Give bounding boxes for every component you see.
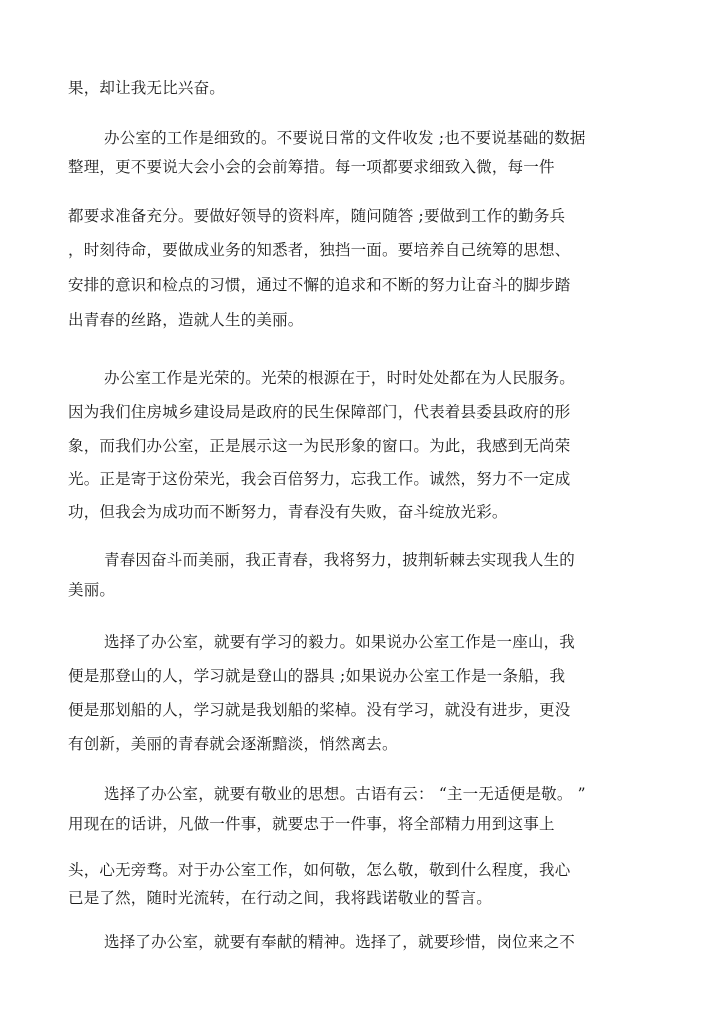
text-line: 美丽。 bbox=[68, 581, 116, 599]
text-line: 象，而我们办公室，正是展示这一为民形象的窗口。为此，我感到无尚荣 bbox=[68, 437, 571, 455]
text-line: 便是那登山的人，学习就是登山的器具 ;如果说办公室工作是一条船，我 bbox=[68, 667, 566, 685]
text-line: 功，但我会为成功而不断努力，青春没有失败，奋斗绽放光彩。 bbox=[68, 503, 508, 521]
text-line: 选择了办公室，就要有奉献的精神。选择了，就要珍惜，岗位来之不 bbox=[104, 933, 576, 951]
text-line: 便是那划船的人，学习就是我划船的桨棹。没有学习，就没有进步，更没 bbox=[68, 701, 571, 719]
text-line: ，时刻待命，要做成业务的知悉者，独挡一面。要培养自己统筹的思想、 bbox=[68, 241, 571, 259]
text-line: 安排的意识和检点的习惯，通过不懈的追求和不断的努力让奋斗的脚步踏 bbox=[68, 276, 571, 294]
text-line: 用现在的话讲，凡做一件事，就要忠于一件事，将全部精力用到这事上 bbox=[68, 815, 555, 833]
text-line: 出青春的丝路，造就人生的美丽。 bbox=[68, 311, 304, 329]
text-line: 果，却让我无比兴奋。 bbox=[68, 79, 226, 97]
text-line: 办公室工作是光荣的。光荣的根源在于，时时处处都在为人民服务。 bbox=[104, 369, 576, 387]
text-line: 已是了然，随时光流转，在行动之间，我将践诺敬业的誓言。 bbox=[68, 889, 492, 907]
text-line: 都要求准备充分。要做好领导的资料库，随问随答 ;要做到工作的勤务兵 bbox=[68, 207, 566, 225]
text-line: 选择了办公室，就要有学习的毅力。如果说办公室工作是一座山，我 bbox=[104, 633, 576, 651]
text-line: 选择了办公室，就要有敬业的思想。古语有云： “主一无适便是敬。 ” bbox=[104, 785, 586, 803]
text-line: 因为我们住房城乡建设局是政府的民生保障部门，代表着县委县政府的形 bbox=[68, 403, 571, 421]
text-line: 有创新，美丽的青春就会逐渐黯淡，悄然离去。 bbox=[68, 735, 398, 753]
text-line: 办公室的工作是细致的。不要说日常的文件收发 ;也不要说基础的数据 bbox=[104, 129, 586, 147]
text-line: 整理，更不要说大会小会的会前筹措。每一项都要求细致入微，每一件 bbox=[68, 158, 555, 176]
text-line: 光。正是寄于这份荣光，我会百倍努力，忘我工作。诚然，努力不一定成 bbox=[68, 470, 571, 488]
text-line: 青春因奋斗而美丽，我正青春，我将努力，披荆斩棘去实现我人生的 bbox=[104, 551, 576, 569]
text-line: 头，心无旁骛。对于办公室工作，如何敬，怎么敬，敬到什么程度，我心 bbox=[68, 861, 571, 879]
